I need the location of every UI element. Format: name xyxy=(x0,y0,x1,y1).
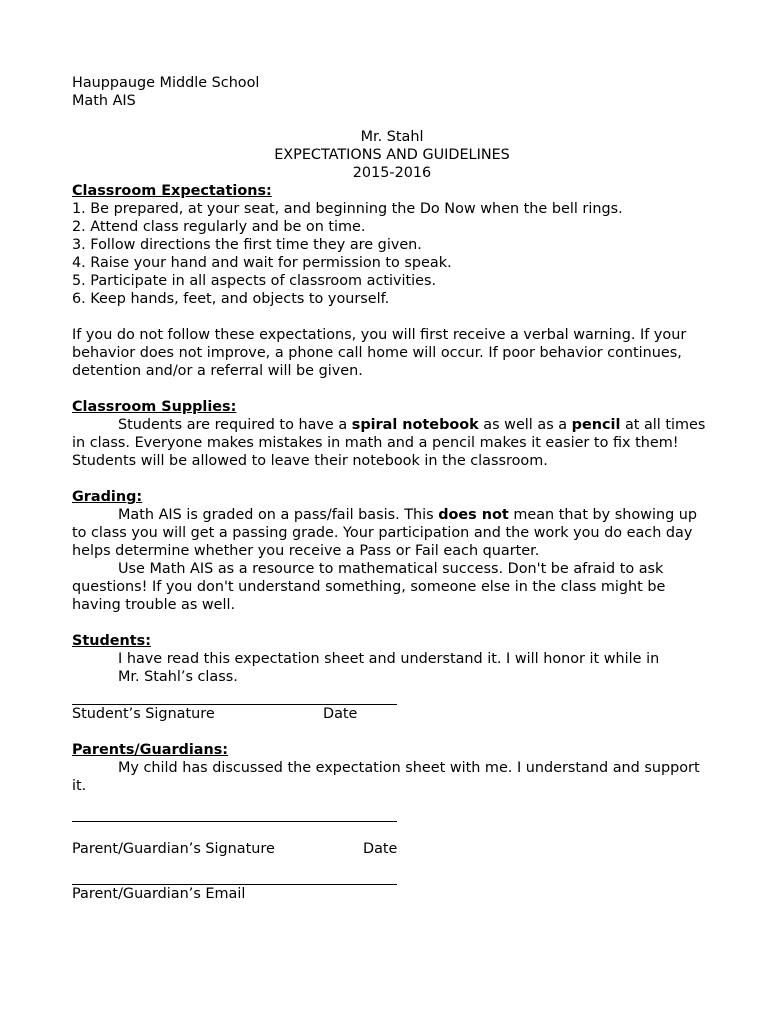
expectation-item: 3. Follow directions the first time they are given. xyxy=(72,237,422,253)
student-signature-label: Student’s Signature xyxy=(72,706,215,722)
parents-heading: Parents/Guardians: xyxy=(72,742,229,758)
student-date-label: Date xyxy=(323,706,358,722)
expectations-heading: Classroom Expectations: xyxy=(72,183,272,199)
expectation-item: 4. Raise your hand and wait for permission to speak. xyxy=(72,255,452,271)
supply-pencil: pencil xyxy=(571,417,621,433)
document-title: EXPECTATIONS AND GUIDELINES xyxy=(274,147,510,163)
parent-email-label: Parent/Guardian’s Email xyxy=(72,886,246,902)
supplies-text: as well as a xyxy=(478,417,572,433)
school-year: 2015-2016 xyxy=(352,165,432,181)
document-content xyxy=(72,74,712,903)
expectation-item: 2. Attend class regularly and be on time. xyxy=(72,219,366,235)
student-statement-line-1: I have read this expectation sheet and understand it. I will honor it while in xyxy=(118,651,660,667)
expectation-item: 6. Keep hands, feet, and objects to yourself. xyxy=(72,291,390,307)
expectations-list xyxy=(72,200,712,308)
student-signature-labels xyxy=(72,705,712,723)
school-name: Hauppauge Middle School xyxy=(72,75,260,91)
consequences-paragraph: If you do not follow these expectations, you will first receive a verbal warning. If your behavior does not improve, a phone call home will occur. If poor behavior continues, detention and/or a referral will be given. xyxy=(72,327,687,379)
supply-notebook: spiral notebook xyxy=(351,417,479,433)
teacher-name: Mr. Stahl xyxy=(360,129,424,145)
grading-emphasis: does not xyxy=(438,507,509,523)
parent-signature-labels xyxy=(72,840,712,858)
parent-statement: My child has discussed the expectation sheet with me. I understand and support it. xyxy=(72,760,700,794)
grading-text: mean that by showing up to class you will get a passing grade. Your participation and the work you do each day helps determine whether you receive a Pass or Fail each quarter. xyxy=(72,507,698,559)
supplies-text: at all times in class. Everyone makes mistakes in math and a pencil makes it easier to fix them! Students will be allowed to leave their notebook in the classroom. xyxy=(72,417,706,469)
supplies-paragraph xyxy=(72,416,712,470)
student-statement-line-2: Mr. Stahl’s class. xyxy=(118,669,238,685)
expectation-item: 1. Be prepared, at your seat, and beginning the Do Now when the bell rings. xyxy=(72,201,623,217)
grading-heading: Grading: xyxy=(72,489,143,505)
students-heading: Students: xyxy=(72,633,151,649)
grading-paragraph-1 xyxy=(72,506,712,560)
supplies-heading: Classroom Supplies: xyxy=(72,399,237,415)
grading-paragraph-2: Use Math AIS as a resource to mathematical success. Don't be afraid to ask questions! If you don't understand something, someone else in the class might be having trouble as well. xyxy=(72,561,666,613)
parent-date-label: Date xyxy=(363,841,398,857)
course-name: Math AIS xyxy=(72,93,136,109)
grading-text: Math AIS is graded on a pass/fail basis. This xyxy=(118,507,439,523)
expectation-item: 5. Participate in all aspects of classroom activities. xyxy=(72,273,437,289)
parent-signature-label: Parent/Guardian’s Signature xyxy=(72,841,275,857)
supplies-text: Students are required to have a xyxy=(118,417,352,433)
